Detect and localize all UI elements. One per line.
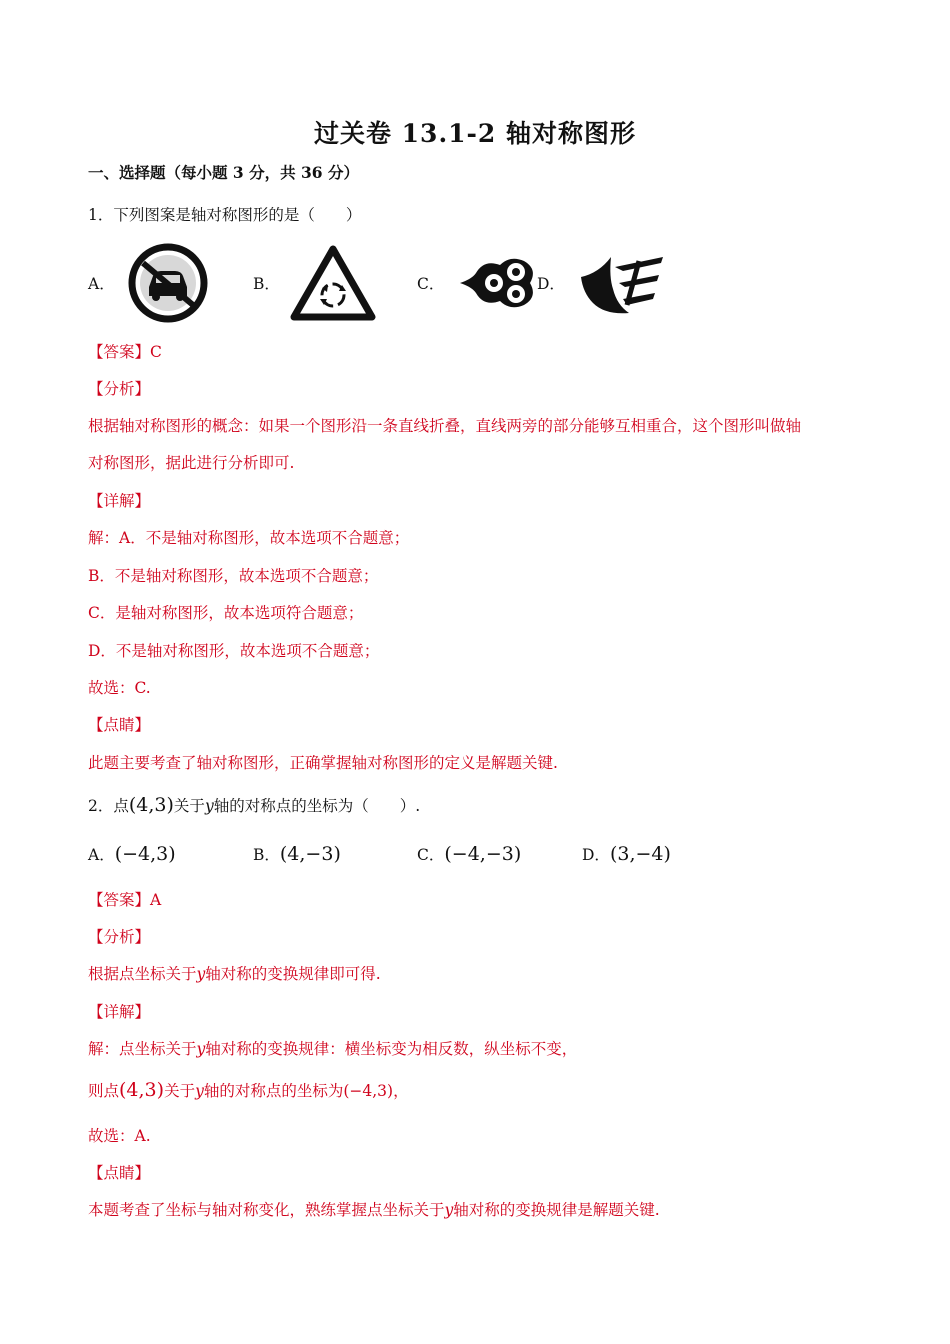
q2-option-b [253, 843, 341, 865]
option-value: (4,−3) [279, 843, 341, 865]
q2-option-c [417, 843, 521, 865]
q2-detail-line-3: 故选：A. [88, 1127, 151, 1145]
section-heading: 一、选择题（每小题 3 分，共 36 分） [88, 163, 359, 182]
q1-answer: 【答案】C [88, 343, 162, 361]
q2-analysis-axis: y [196, 965, 206, 983]
q2-stem-suffix: 轴的对称点的坐标为（ ）. [213, 797, 421, 815]
q1-detail-line-1: 解：A．不是轴对称图形，故本选项不合题意； [88, 529, 410, 547]
option-label: D． [582, 846, 610, 864]
q1-analysis-heading: 【分析】 [88, 380, 151, 398]
q1-detail-line-3: C．是轴对称图形，故本选项符合题意； [88, 604, 364, 622]
q2-stem-mid: 关于 [173, 797, 205, 815]
q2-comment [88, 1199, 660, 1221]
q1-detail-line-4: D．不是轴对称图形，故本选项不合题意； [88, 642, 380, 660]
q2-stem-axis: y [204, 797, 214, 815]
option-label: B． [253, 846, 280, 864]
roundabout-warning-sign-icon [290, 243, 376, 323]
q2-detail-2-mid2: 轴的对称点的坐标为 [203, 1082, 344, 1100]
q2-analysis-heading: 【分析】 [88, 928, 151, 946]
q1-stem: 1．下列图案是轴对称图形的是（ ） [88, 206, 362, 224]
no-car-sign-icon [125, 243, 211, 323]
option-value: (−4,−3) [444, 843, 522, 865]
q2-detail-1-axis: y [196, 1040, 206, 1058]
q2-detail-2-pre: 则点 [88, 1082, 120, 1100]
q2-detail-1-post: 轴对称的变换规律：横坐标变为相反数，纵坐标不变， [205, 1040, 578, 1058]
q1-analysis-line-1: 根据轴对称图形的概念：如果一个图形沿一条直线折叠，直线两旁的部分能够互相重合，这个图形叫做轴 [88, 417, 802, 435]
q2-analysis-post: 轴对称的变换规律即可得. [205, 965, 381, 983]
q2-detail-heading: 【详解】 [88, 1003, 151, 1021]
q2-detail-2-post: ， [393, 1082, 409, 1100]
q2-detail-line-1 [88, 1038, 577, 1060]
q1-analysis-line-2: 对称图形，据此进行分析即可. [88, 454, 295, 472]
q1-comment: 此题主要考查了轴对称图形，正确掌握轴对称图形的定义是解题关键. [88, 754, 558, 772]
option-label: C． [417, 846, 445, 864]
q2-comment-post: 轴对称的变换规律是解题关键. [453, 1201, 660, 1219]
q2-detail-line-2 [88, 1079, 409, 1102]
q2-option-d [582, 843, 671, 865]
q1-detail-line-5: 故选：C. [88, 679, 151, 697]
choice-label: C． [417, 275, 445, 293]
q2-detail-2-result: (−4,3) [343, 1082, 394, 1100]
q2-analysis [88, 963, 381, 985]
q2-detail-2-mid: 关于 [164, 1082, 196, 1100]
q2-comment-axis: y [444, 1201, 454, 1219]
q1-detail-line-2: B．不是轴对称图形，故本选项不合题意； [88, 567, 379, 585]
q2-option-a [88, 843, 176, 865]
option-label: A． [88, 846, 115, 864]
q1-detail-heading: 【详解】 [88, 492, 151, 510]
page-title: 过关卷 13.1-2 轴对称图形 [313, 119, 637, 148]
q2-stem-point: (4,3) [128, 794, 174, 816]
q1-comment-heading: 【点睛】 [88, 716, 151, 734]
cloud-symmetric-logo-icon [454, 243, 540, 323]
choice-label: B． [253, 275, 280, 293]
q1-choice-b [253, 243, 376, 323]
q1-choice-d [537, 243, 671, 323]
q2-options [88, 843, 788, 867]
q2-stem-prefix: 2．点 [88, 797, 129, 815]
choice-label: D． [537, 275, 565, 293]
option-value: (3,−4) [609, 843, 671, 865]
q1-choice-a [88, 243, 211, 323]
q2-stem [88, 794, 420, 817]
q2-answer: 【答案】A [88, 891, 162, 909]
q2-detail-2-point: (4,3) [119, 1079, 165, 1101]
q2-comment-pre: 本题考查了坐标与轴对称变化，熟练掌握点坐标关于 [88, 1201, 445, 1219]
choice-label: A． [88, 275, 115, 293]
q1-choices [88, 243, 868, 323]
q1-choice-c [417, 243, 540, 323]
option-value: (−4,3) [114, 843, 176, 865]
airline-logo-icon [575, 243, 671, 323]
q2-analysis-pre: 根据点坐标关于 [88, 965, 197, 983]
q2-comment-heading: 【点睛】 [88, 1164, 151, 1182]
q2-detail-1-pre: 解：点坐标关于 [88, 1040, 197, 1058]
q2-detail-2-axis: y [195, 1082, 204, 1100]
